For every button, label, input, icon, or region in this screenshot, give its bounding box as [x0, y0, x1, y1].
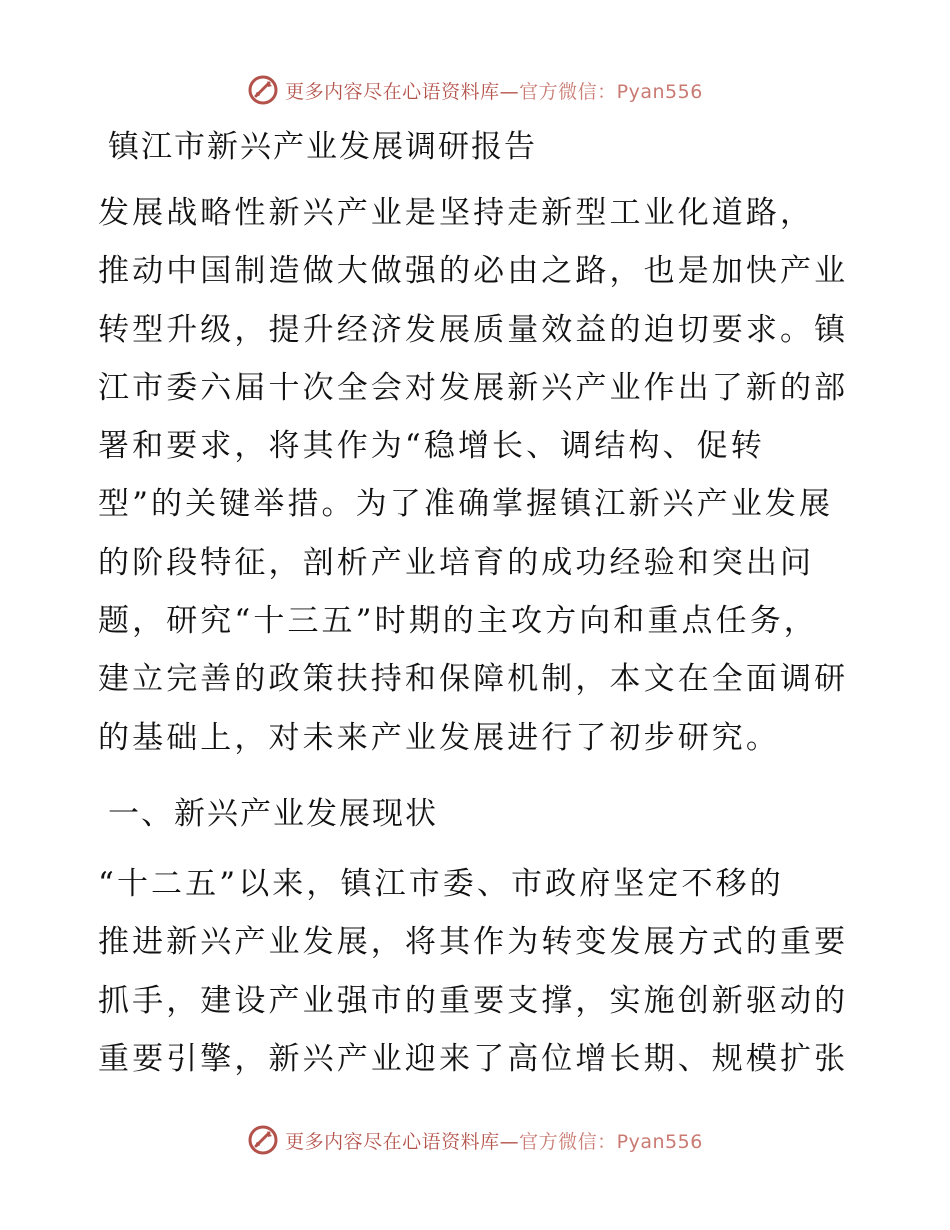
paragraph-status: [98, 855, 850, 1088]
document-title: 镇江市新兴产业发展调研报告: [108, 129, 537, 165]
banner-text: [285, 1127, 703, 1154]
text-line: “十二五”以来，镇江市委、市政府坚定不移的: [98, 865, 784, 902]
header-banner: [0, 72, 950, 108]
footer-banner: [0, 1122, 950, 1158]
text-line: 建立完善的政策扶持和保障机制，本文在全面调研: [98, 661, 849, 698]
text-line: 的基础上，对未来产业发展进行了初步研究。: [98, 719, 780, 756]
text-line: 发展战略性新兴产业是坚持走新型工业化道路，: [98, 195, 815, 231]
text-line: 重要引擎，新兴产业迎来了高位增长期、规模扩张: [98, 1040, 849, 1077]
text-line: 题，研究“十三五”时期的主攻方向和重点任务，: [98, 603, 818, 640]
text-line: 转型升级，提升经济发展质量效益的迫切要求。镇: [98, 311, 849, 348]
banner-slogan: 更多内容尽在心语资料库—: [285, 1130, 520, 1153]
text-line: 抓手，建设产业强市的重要支撑，实施创新驱动的: [98, 982, 849, 1019]
document-body: [98, 122, 850, 1088]
paragraph-intro: [98, 184, 850, 767]
banner-slogan: 更多内容尽在心语资料库—: [285, 80, 520, 103]
text-line: 署和要求，将其作为“稳增长、调结构、促转: [98, 428, 765, 465]
brand-logo-icon: [247, 1124, 279, 1156]
text-line: 的阶段特征，剖析产业培育的成功经验和突出问: [98, 544, 815, 581]
text-line: 推动中国制造做大做强的必由之路，也是加快产业: [98, 253, 849, 290]
text-line: 型”的关键举措。为了准确掌握镇江新兴产业发展: [98, 486, 834, 523]
banner-wechat: 官方微信：Pyan556: [519, 80, 703, 103]
text-line: 江市委六届十次全会对发展新兴产业作出了新的部: [98, 369, 849, 406]
section-heading: 一、新兴产业发展现状: [108, 795, 438, 832]
banner-text: [285, 77, 703, 104]
brand-logo-icon: [247, 74, 279, 106]
banner-wechat: 官方微信：Pyan556: [519, 1130, 703, 1153]
text-line: 推进新兴产业发展，将其作为转变发展方式的重要: [98, 924, 849, 961]
